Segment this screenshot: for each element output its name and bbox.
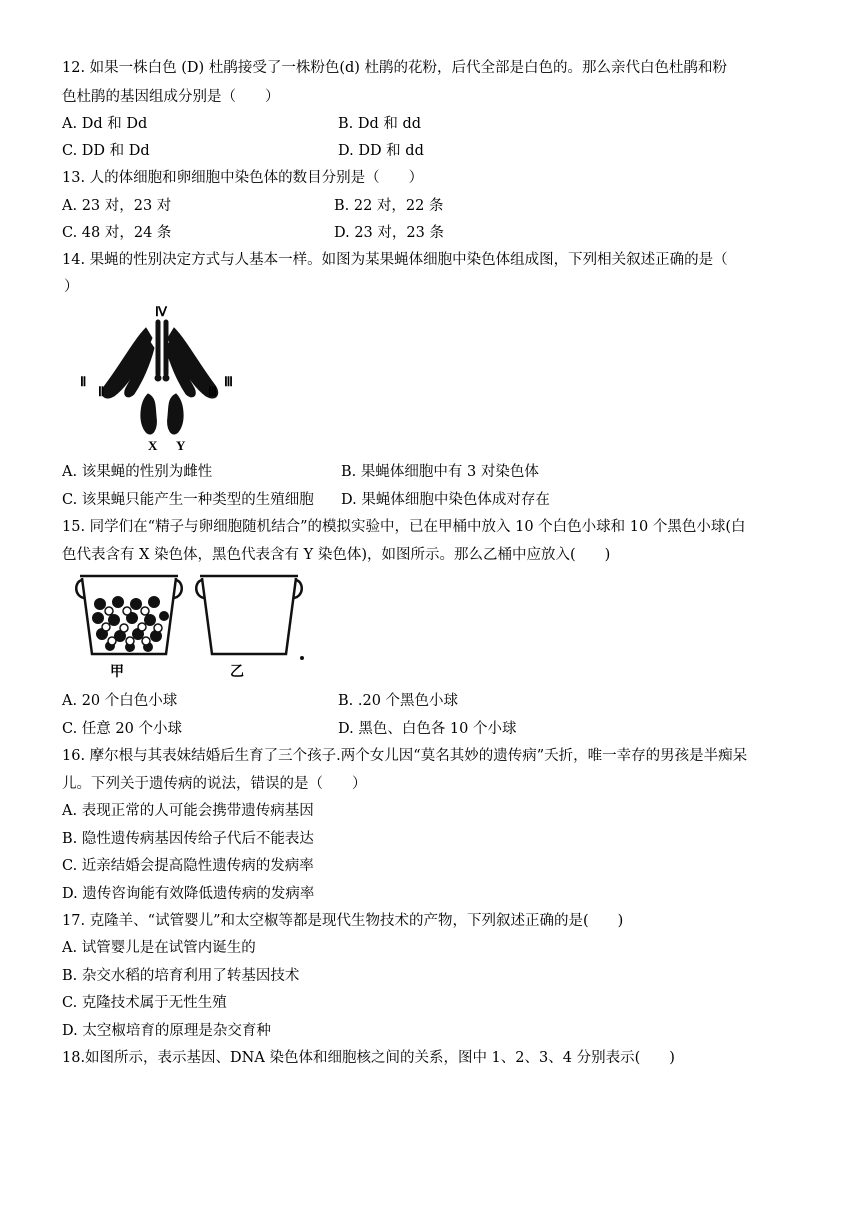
question-16-option-c: C. 近亲结婚会提高隐性遗传病的发病率	[62, 858, 314, 874]
question-16-option-b: B. 隐性遗传病基因传给子代后不能表达	[62, 831, 314, 847]
question-15-option-c: C. 任意 20 个小球	[62, 721, 182, 737]
bucket-figure	[74, 566, 314, 684]
question-15-stem: 15. 同学们在“精子与卵细胞随机结合”的模拟实验中，已在甲桶中放入 10 个白色小球和 10 个黑色小球(白	[62, 519, 746, 535]
label-y: Y	[176, 438, 186, 453]
question-17-option-c: C. 克隆技术属于无性生殖	[62, 995, 227, 1011]
label-ii-inner: Ⅱ	[98, 384, 105, 399]
question-14-option-c: C. 该果蝇只能产生一种类型的生殖细胞	[62, 492, 314, 508]
question-12-option-b: B. Dd 和 dd	[338, 116, 422, 132]
chromosome-figure	[76, 298, 248, 456]
question-16-option-d: D. 遗传咨询能有效降低遗传病的发病率	[62, 886, 315, 902]
question-17-option-b: B. 杂交水稻的培育利用了转基因技术	[62, 968, 300, 984]
question-12-option-c: C. DD 和 Dd	[62, 143, 150, 159]
label-jia: 甲	[110, 664, 124, 680]
chromosome-y	[168, 394, 183, 434]
question-15-option-a: A. 20 个白色小球	[62, 693, 178, 709]
label-iv: Ⅳ	[155, 304, 167, 319]
label-iii-outer: Ⅲ	[224, 374, 233, 389]
question-13-option-c: C. 48 对，24 条	[62, 225, 172, 241]
question-18-stem: 18.如图所示，表示基因、DNA 染色体和细胞核之间的关系，图中 1、2、3、4 分别表示( )	[62, 1050, 675, 1066]
question-12-stem: 12. 如果一株白色 (D) 杜鹃接受了一株粉色(d) 杜鹃的花粉，后代全部是白色的。那么亲代白色杜鹃和粉	[62, 60, 728, 76]
label-ii-outer: Ⅱ	[80, 374, 87, 389]
question-17-option-a: A. 试管婴儿是在试管内诞生的	[62, 940, 256, 956]
question-14-option-b: B. 果蝇体细胞中有 3 对染色体	[341, 464, 539, 480]
question-13-option-b: B. 22 对，22 条	[334, 198, 444, 214]
question-13-option-d: D. 23 对，23 条	[334, 225, 444, 241]
label-x: X	[148, 438, 158, 453]
chromosome-x	[141, 394, 156, 434]
question-14-stem-cont: ）	[64, 279, 79, 295]
question-17-option-d: D. 太空椒培育的原理是杂交育种	[62, 1023, 271, 1039]
question-16-option-a: A. 表现正常的人可能会携带遗传病基因	[62, 803, 314, 819]
label-yi: 乙	[230, 664, 244, 680]
question-14-option-d: D. 果蝇体细胞中染色体成对存在	[341, 492, 550, 508]
question-15-option-d: D. 黑色、白色各 10 个小球	[338, 721, 517, 737]
label-iii-inner: Ⅲ	[208, 384, 217, 399]
question-14-stem: 14. 果蝇的性别决定方式与人基本一样。如图为某果蝇体细胞中染色体组成图，下列相关叙述正确的是（	[62, 252, 728, 268]
question-16-stem: 16. 摩尔根与其表妹结婚后生育了三个孩子.两个女儿因“莫名其妙的遗传病”夭折，唯一幸存的男孩是半痴呆	[62, 748, 748, 764]
question-12-option-a: A. Dd 和 Dd	[62, 116, 148, 132]
question-12-stem-cont: 色杜鹃的基因组成分别是（ ）	[62, 89, 280, 105]
question-14-option-a: A. 该果蝇的性别为雌性	[62, 464, 213, 480]
question-13-stem: 13. 人的体细胞和卵细胞中染色体的数目分别是（ ）	[62, 170, 424, 186]
chromosome-iv-left	[156, 320, 160, 376]
question-15-stem-cont: 色代表含有 X 染色体，黑色代表含有 Y 染色体)，如图所示。那么乙桶中应放入( )	[62, 547, 611, 563]
question-16-stem-cont: 儿。下列关于遗传病的说法，错误的是（ ）	[62, 776, 367, 792]
question-15-option-b: B. .20 个黑色小球	[338, 693, 459, 709]
question-12-option-d: D. DD 和 dd	[338, 143, 424, 159]
question-13-option-a: A. 23 对，23 对	[62, 198, 172, 214]
bucket-yi	[196, 576, 302, 654]
question-17-stem: 17. 克隆羊、“试管婴儿”和太空椒等都是现代生物技术的产物，下列叙述正确的是( )	[62, 913, 624, 929]
